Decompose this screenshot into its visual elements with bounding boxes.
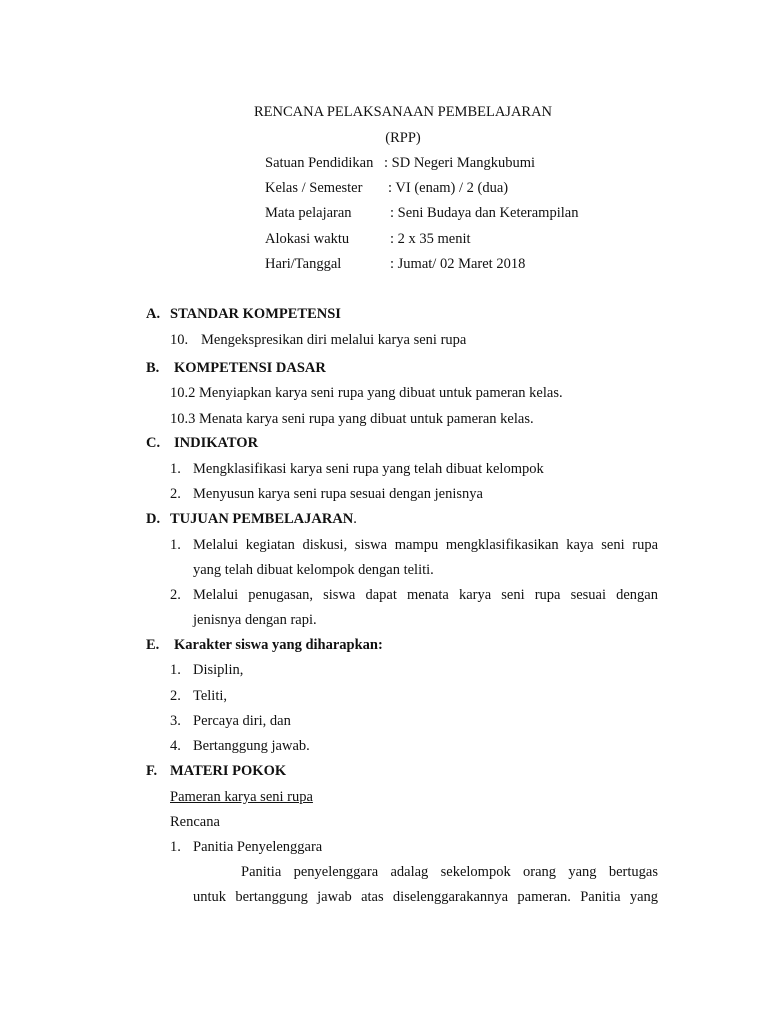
list-item-number: 1.	[170, 461, 181, 477]
document-subtitle: (RPP)	[385, 130, 421, 146]
identity-value: : Seni Budaya dan Keterampilan	[390, 205, 579, 221]
list-item-text: Disiplin,	[193, 662, 244, 678]
list-item-text: Melalui kegiatan diskusi, siswa mampu mengklasifikasikan kaya seni rupa	[193, 537, 658, 553]
list-item-text-continued: yang telah dibuat kelompok dengan teliti.	[193, 562, 434, 578]
document-title: RENCANA PELAKSANAAN PEMBELAJARAN	[253, 104, 553, 120]
list-item-number: 1.	[170, 537, 181, 553]
list-item-text: Teliti,	[193, 688, 228, 704]
identity-value: : VI (enam) / 2 (dua)	[388, 180, 509, 196]
identity-label: Mata pelajaran	[265, 205, 352, 221]
paragraph-line: Panitia penyelenggara adalag sekelompok orang yang bertugas	[241, 864, 658, 880]
section-d-letter: D.	[146, 511, 161, 527]
identity-label: Kelas / Semester	[265, 180, 363, 196]
section-d-heading	[170, 510, 357, 528]
list-item-text: 10.3 Menata karya seni rupa yang dibuat untuk pameran kelas.	[170, 411, 534, 427]
list-item-text: Bertanggung jawab.	[193, 738, 310, 754]
list-item-number: 1.	[170, 662, 181, 678]
list-item-text: Percaya diri, dan	[193, 713, 291, 729]
identity-label: Hari/Tanggal	[265, 256, 342, 272]
section-e-heading: Karakter siswa yang diharapkan:	[174, 637, 383, 653]
identity-value: : Jumat/ 02 Maret 2018	[390, 256, 526, 272]
list-item-number: 3.	[170, 713, 181, 729]
identity-label: Alokasi waktu	[265, 231, 350, 247]
list-item-number: 1.	[170, 839, 181, 855]
list-item-text: 10.2 Menyiapkan karya seni rupa yang dibuat untuk pameran kelas.	[170, 385, 563, 401]
section-e-letter: E.	[146, 637, 160, 653]
list-item-text: Menyusun karya seni rupa sesuai dengan jenisnya	[193, 486, 483, 502]
identity-label: Satuan Pendidikan	[265, 155, 374, 171]
list-item-text: Mengekspresikan diri melalui karya seni rupa	[201, 332, 467, 348]
list-item-number: 4.	[170, 738, 181, 754]
topic-title: Pameran karya seni rupa	[170, 789, 313, 805]
list-item-text: Panitia Penyelenggara	[193, 839, 323, 855]
section-b-letter: B.	[146, 360, 160, 376]
list-item-number: 2.	[170, 486, 181, 502]
list-item-number: 10.	[170, 332, 189, 348]
section-a-letter: A.	[146, 306, 161, 322]
section-c-letter: C.	[146, 435, 161, 451]
list-item-text: Mengklasifikasi karya seni rupa yang telah dibuat kelompok	[193, 461, 544, 477]
identity-value: : SD Negeri Mangkubumi	[384, 155, 536, 171]
list-item-number: 2.	[170, 587, 181, 603]
section-f-heading: MATERI POKOK	[170, 763, 287, 779]
list-item-text: Melalui penugasan, siswa dapat menata karya seni rupa sesuai dengan	[193, 587, 658, 603]
identity-value: : 2 x 35 menit	[390, 231, 471, 247]
list-item-text-continued: jenisnya dengan rapi.	[193, 612, 317, 628]
section-f-letter: F.	[146, 763, 158, 779]
section-c-heading: INDIKATOR	[174, 435, 259, 451]
section-d-heading-text: TUJUAN PEMBELAJARAN	[170, 511, 354, 527]
section-a-heading: STANDAR KOMPETENSI	[170, 306, 341, 322]
section-b-heading: KOMPETENSI DASAR	[174, 360, 326, 376]
list-item-number: 2.	[170, 688, 181, 704]
paragraph-line: untuk bertanggung jawab atas diselenggarakannya pameran. Panitia yang	[193, 889, 658, 905]
subsection-label: Rencana	[170, 814, 220, 830]
section-d-heading-suffix: .	[353, 511, 357, 527]
